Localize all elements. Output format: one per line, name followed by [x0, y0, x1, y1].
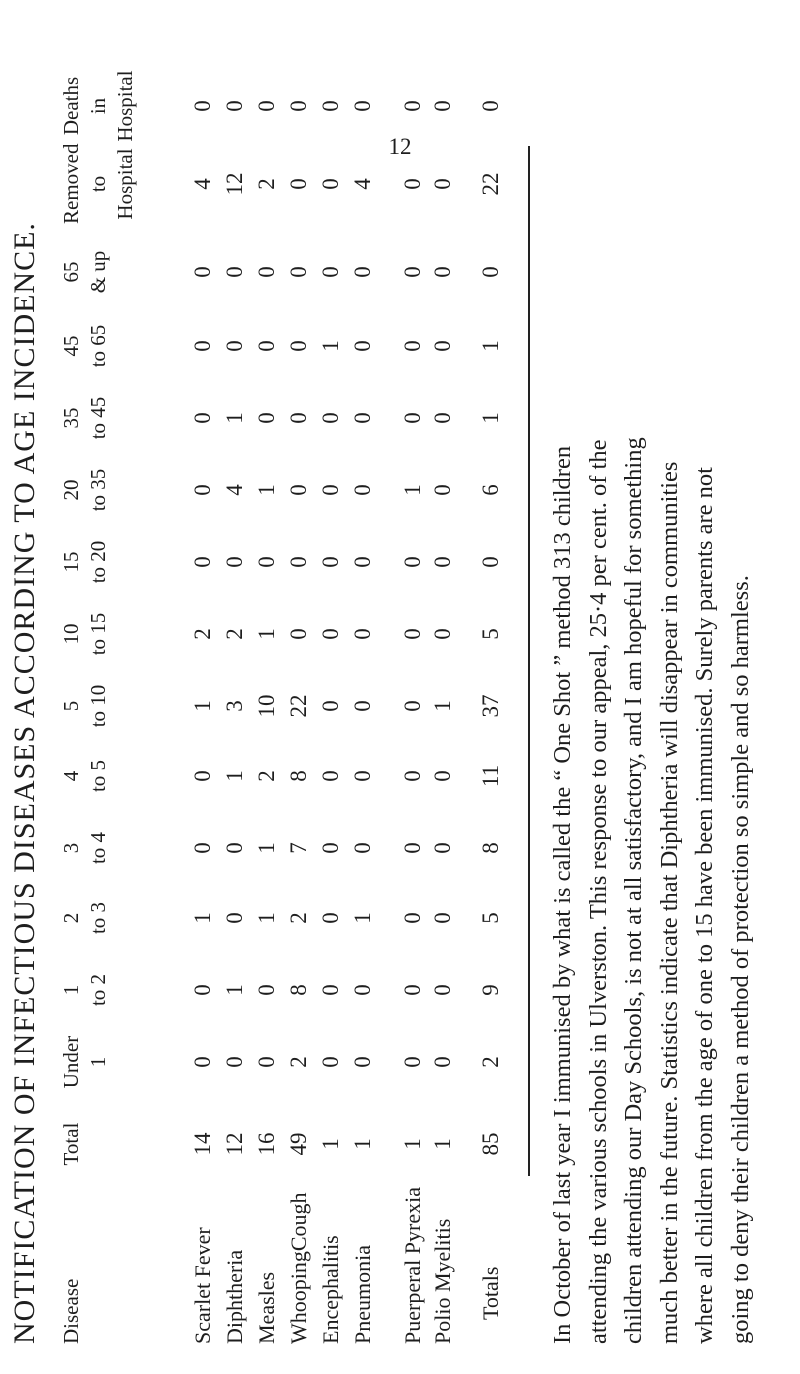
column-header-line: to 10 [86, 684, 110, 728]
column-header [58, 458, 112, 522]
total-cell: 9 [478, 984, 503, 996]
column-header [58, 386, 112, 450]
table-cell: 0 [350, 556, 375, 568]
table-cell: 0 [400, 1056, 425, 1068]
table-cell: 0 [190, 100, 215, 112]
column-header [58, 314, 112, 378]
column-header-line: 1 [59, 984, 83, 996]
table-cell: 16 [254, 1132, 279, 1156]
table-cell: 0 [430, 100, 455, 112]
total-cell: 6 [478, 484, 503, 496]
paragraph-line: where all children from the age of one to 15 have been immunised. Surely parents are not [691, 467, 718, 1344]
table-cell: 0 [400, 842, 425, 854]
disease-label: WhoopingCough [286, 1192, 311, 1344]
table-cell: 0 [190, 266, 215, 278]
table-cell: 2 [190, 628, 215, 640]
table-cell: 0 [430, 340, 455, 352]
table-cell: 0 [430, 556, 455, 568]
table-cell: 10 [254, 694, 279, 718]
table-cell: 0 [318, 628, 343, 640]
table-cell: 0 [400, 770, 425, 782]
column-header-line: Under [59, 1035, 83, 1089]
table-cell: 0 [350, 842, 375, 854]
disease-label: Measles [254, 1271, 279, 1344]
disease-label: Polio Myelitis [430, 1218, 455, 1344]
table-cell: 3 [222, 700, 247, 712]
column-header-line: Hospital [113, 70, 137, 142]
total-cell: 0 [478, 100, 503, 112]
column-header [58, 674, 112, 738]
paragraph-line: attending the various schools in Ulverston. This response to our appeal, 25·4 per cent. of the [584, 439, 612, 1344]
table-cell: 0 [400, 912, 425, 924]
column-header [58, 816, 112, 880]
table-cell: 0 [400, 178, 425, 190]
table-cell: 2 [222, 628, 247, 640]
table-cell: 0 [222, 912, 247, 924]
column-header [58, 958, 112, 1022]
table-cell: 8 [286, 984, 311, 996]
table-cell: 0 [400, 100, 425, 112]
table-cell: 0 [286, 178, 311, 190]
table-cell: 1 [222, 984, 247, 996]
table-cell: 0 [190, 484, 215, 496]
total-cell: 8 [478, 842, 503, 854]
total-cell: 85 [478, 1132, 503, 1156]
column-header [58, 1030, 112, 1094]
table-cell: 0 [318, 1056, 343, 1068]
table-cell: 0 [318, 178, 343, 190]
table-cell: 1 [318, 340, 343, 352]
table-cell: 14 [190, 1132, 215, 1156]
total-cell: 0 [478, 266, 503, 278]
column-header-line: to 65 [86, 324, 110, 368]
table-cell: 0 [400, 266, 425, 278]
column-header-line: 5 [59, 700, 83, 712]
table-cell: 0 [318, 412, 343, 424]
page-number: 12 [388, 134, 412, 159]
table-cell: 0 [430, 984, 455, 996]
table-cell: 0 [430, 266, 455, 278]
table-cell: 0 [222, 340, 247, 352]
column-header-line: 35 [59, 407, 83, 429]
table-cell: 0 [350, 412, 375, 424]
table-cell: 0 [286, 340, 311, 352]
table-cell: 0 [430, 178, 455, 190]
table-cell: 1 [430, 700, 455, 712]
table-cell: 0 [350, 770, 375, 782]
table-cell: 0 [190, 984, 215, 996]
table-cell: 12 [222, 1132, 247, 1156]
total-cell: 37 [478, 694, 503, 718]
table-title: NOTIFICATION OF INFECTIOUS DISEASES ACCORDING TO AGE INCIDENCE. [8, 222, 41, 1344]
disease-label: Diphtheria [222, 1249, 247, 1344]
table-cell: 0 [286, 100, 311, 112]
disease-label: Encephalitis [318, 1235, 343, 1344]
paragraph-line: children attending our Day Schools, is not at all satisfactory, and I am hopeful for something [620, 437, 647, 1344]
table-cell: 0 [400, 556, 425, 568]
table-cell: 0 [318, 484, 343, 496]
column-header-line: to 2 [86, 973, 110, 1007]
column-header [58, 602, 112, 666]
table-cell: 2 [254, 770, 279, 782]
column-header-line: 3 [59, 842, 83, 854]
column-header-line: to 4 [86, 831, 110, 865]
column-header [58, 530, 112, 594]
table-cell: 0 [286, 484, 311, 496]
table-cell: 0 [350, 340, 375, 352]
total-cell: 1 [478, 412, 503, 424]
table-cell: 1 [222, 412, 247, 424]
totals-label: Totals [478, 1266, 503, 1320]
table-cell: 0 [350, 266, 375, 278]
table-cell: 1 [254, 842, 279, 854]
table-cell: 0 [222, 1056, 247, 1068]
table-cell: 49 [286, 1132, 311, 1156]
table-cell: 0 [318, 770, 343, 782]
table-cell: 0 [254, 556, 279, 568]
table-cell: 1 [222, 770, 247, 782]
table-cell: 0 [400, 412, 425, 424]
disease-label: Puerperal Pyrexia [400, 1187, 425, 1344]
table-cell: 1 [190, 700, 215, 712]
column-header-line: to 3 [86, 901, 110, 935]
table-cell: 0 [400, 984, 425, 996]
column-header-line: Total [59, 1122, 83, 1166]
table-cell: 1 [350, 912, 375, 924]
column-header [58, 886, 112, 950]
table-cell: 0 [430, 412, 455, 424]
divider-line [528, 146, 530, 1176]
table-cell: 8 [286, 770, 311, 782]
table-cell: 0 [400, 340, 425, 352]
table-cell: 1 [350, 1138, 375, 1150]
table-cell: 0 [400, 700, 425, 712]
column-header-line: to 5 [86, 759, 110, 793]
table-cell: 2 [286, 1056, 311, 1068]
column-header-line: 65 [59, 261, 83, 283]
table-cell: 0 [254, 266, 279, 278]
table-cell: 1 [254, 912, 279, 924]
column-header-line: in [86, 97, 110, 115]
table-cell: 0 [190, 1056, 215, 1068]
column-header-line: 20 [59, 479, 83, 501]
table-cell: 1 [254, 484, 279, 496]
disease-label: Pneumonia [350, 1245, 375, 1344]
total-cell: 5 [478, 912, 503, 924]
column-header-line: to 15 [86, 612, 110, 656]
table-cell: 0 [400, 628, 425, 640]
paragraph-line: going to deny their children a method of protection so simple and so harmless. [726, 575, 754, 1344]
table-cell: 0 [318, 700, 343, 712]
table-cell: 0 [430, 842, 455, 854]
table-cell: 0 [286, 412, 311, 424]
table-cell: 0 [286, 266, 311, 278]
table-cell: 0 [350, 484, 375, 496]
table-cell: 1 [430, 1138, 455, 1150]
body-paragraph [545, 154, 758, 1344]
table-cell: 0 [350, 100, 375, 112]
table-cell: 0 [190, 340, 215, 352]
table-cell: 4 [190, 178, 215, 190]
column-header-line: 10 [59, 623, 83, 645]
table-cell: 0 [190, 412, 215, 424]
table-cell: 0 [318, 912, 343, 924]
table-cell: 0 [254, 100, 279, 112]
table-cell: 0 [430, 484, 455, 496]
table-cell: 0 [190, 770, 215, 782]
table-cell: 0 [222, 842, 247, 854]
table-cell: 0 [254, 412, 279, 424]
column-header-line: to 20 [86, 540, 110, 584]
table-cell: 1 [190, 912, 215, 924]
total-cell: 22 [478, 172, 503, 196]
column-header-line: 1 [86, 1056, 110, 1068]
table-cell: 0 [286, 556, 311, 568]
total-cell: 0 [478, 556, 503, 568]
table-cell: 0 [350, 1056, 375, 1068]
table-cell: 12 [222, 172, 247, 196]
table-cell: 22 [286, 694, 311, 718]
column-header [58, 1179, 85, 1344]
table-cell: 1 [400, 484, 425, 496]
table-cell: 0 [430, 628, 455, 640]
column-header [58, 144, 139, 224]
column-header-line: Deaths [59, 76, 83, 136]
column-header-line: to [86, 175, 110, 193]
table-cell: 0 [190, 842, 215, 854]
table-cell: 0 [350, 984, 375, 996]
disease-label: Scarlet Fever [190, 1227, 215, 1344]
column-header [58, 60, 139, 152]
table-cell: 0 [318, 842, 343, 854]
column-header-line: Removed [59, 143, 83, 224]
table-cell: 0 [190, 556, 215, 568]
table-cell: 0 [222, 100, 247, 112]
column-header-line: to 35 [86, 468, 110, 512]
table-cell: 0 [318, 266, 343, 278]
total-cell: 2 [478, 1056, 503, 1068]
table-cell: 1 [254, 628, 279, 640]
table-cell: 0 [254, 340, 279, 352]
table-cell: 1 [400, 1138, 425, 1150]
table-cell: 1 [318, 1138, 343, 1150]
table-cell: 0 [318, 100, 343, 112]
table-cell: 0 [222, 556, 247, 568]
column-header [58, 240, 112, 304]
table-cell: 0 [222, 266, 247, 278]
column-header-line: Hospital [113, 148, 137, 220]
table-cell: 0 [430, 912, 455, 924]
column-header-line: 4 [59, 770, 83, 782]
column-header [58, 744, 112, 808]
total-cell: 5 [478, 628, 503, 640]
table-cell: 0 [254, 1056, 279, 1068]
column-header-line: 15 [59, 551, 83, 573]
table-cell: 4 [222, 484, 247, 496]
column-header [58, 1114, 85, 1174]
table-cell: 0 [254, 984, 279, 996]
table-cell: 0 [430, 1056, 455, 1068]
column-header-line: to 45 [86, 396, 110, 440]
paragraph-line: much better in the future. Statistics indicate that Diphtheria will disappear in communities [655, 461, 683, 1344]
table-cell: 4 [350, 178, 375, 190]
table-cell: 2 [254, 178, 279, 190]
table-cell: 7 [286, 842, 311, 854]
table-cell: 2 [286, 912, 311, 924]
table-cell: 0 [318, 556, 343, 568]
table-cell: 0 [350, 628, 375, 640]
total-cell: 11 [478, 764, 503, 788]
column-header-line: 45 [59, 335, 83, 357]
paragraph-line: In October of last year I immunised by what is called the “ One Shot ” method 313 children [549, 445, 576, 1344]
table-cell: 0 [430, 770, 455, 782]
table-cell: 0 [350, 700, 375, 712]
column-header-line: 2 [59, 912, 83, 924]
table-cell: 0 [286, 628, 311, 640]
column-header-line: Disease [59, 1278, 83, 1344]
total-cell: 1 [478, 340, 503, 352]
table-cell: 0 [318, 984, 343, 996]
column-header-line: & up [86, 250, 110, 294]
